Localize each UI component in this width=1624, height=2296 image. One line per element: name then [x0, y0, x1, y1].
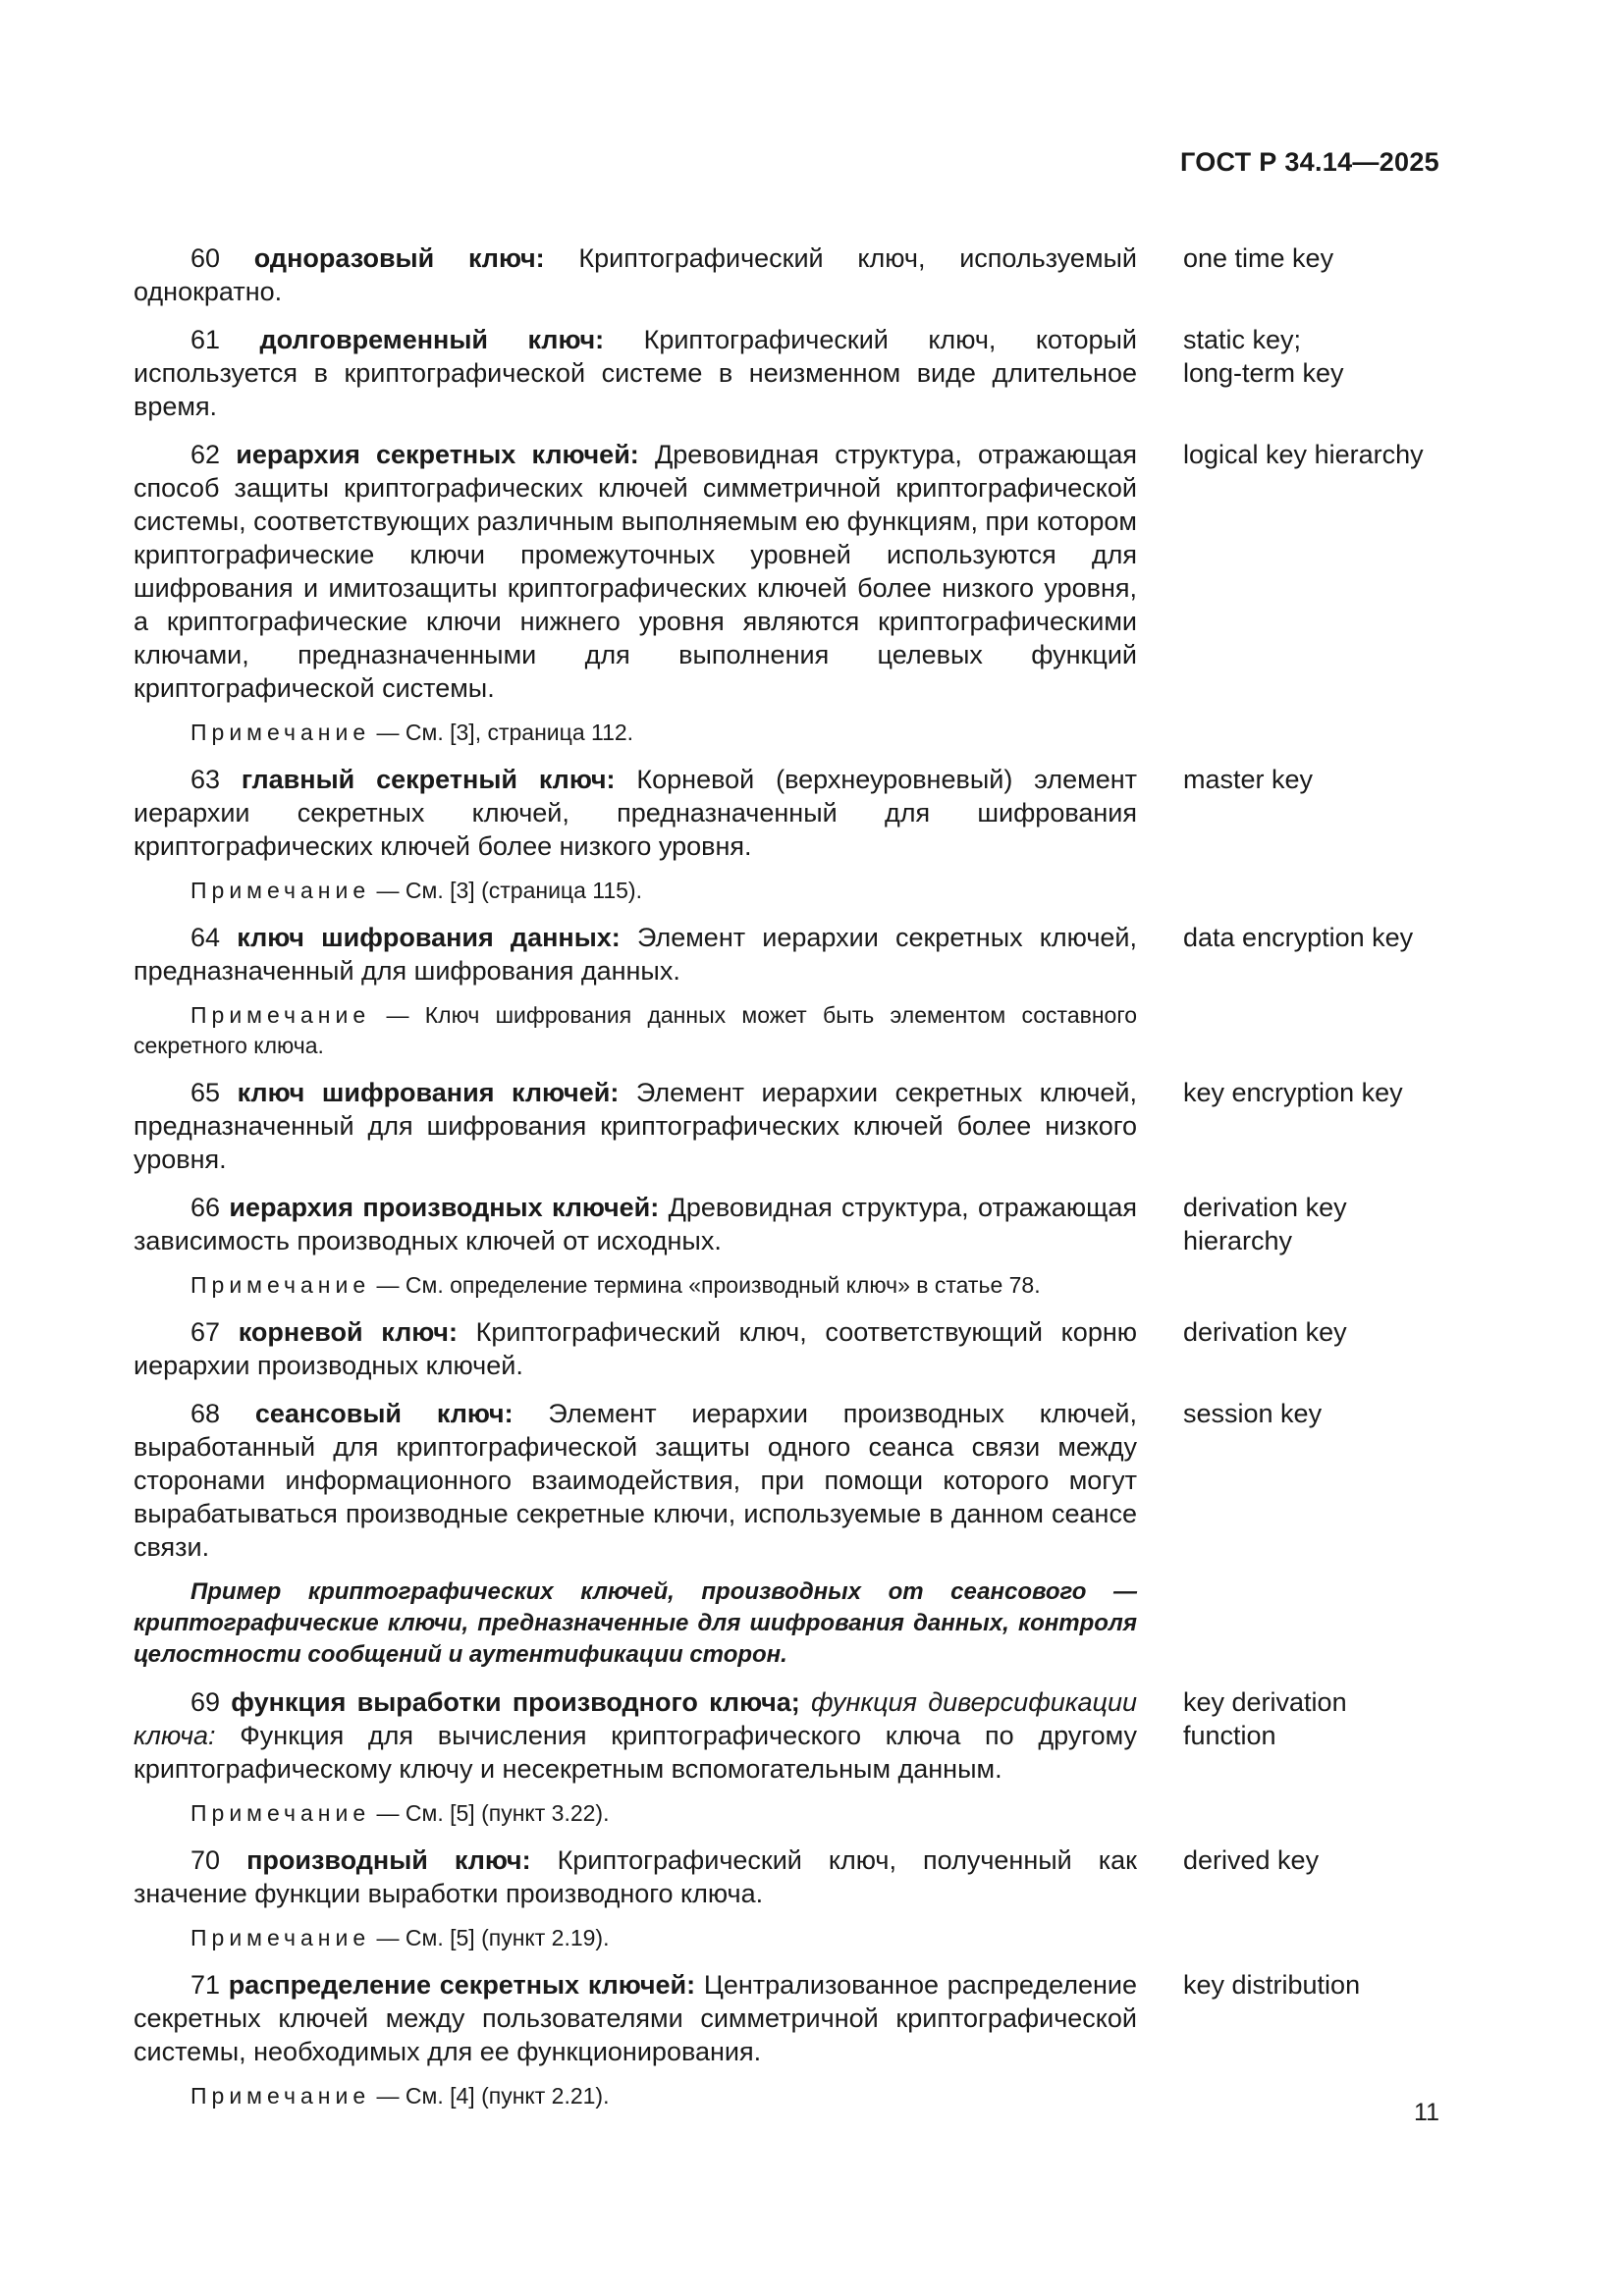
english-term-line-1: static key; [1183, 325, 1302, 354]
term-note [134, 1798, 1137, 1829]
term-definition [134, 438, 1137, 705]
english-term-line-1: master key [1183, 765, 1314, 794]
english-term-line-1: session key [1183, 1399, 1323, 1428]
term-entry-russian [134, 921, 1137, 1061]
term-entry-russian [134, 1968, 1137, 2111]
term-english-equivalent [1183, 921, 1438, 954]
term-entry-russian [134, 1191, 1137, 1301]
term-entry-russian [134, 1685, 1137, 1829]
note-label: Примечание [190, 878, 371, 903]
term-name: функция выработки производного ключа; [231, 1687, 800, 1717]
note-text: — См. [5] (пункт 2.19). [370, 1925, 610, 1950]
term-number: 65 [190, 1078, 221, 1107]
english-term-line-1: key distribution [1183, 1970, 1361, 2000]
term-entry [134, 241, 1439, 308]
term-note [134, 876, 1137, 906]
term-entry-russian [134, 241, 1137, 308]
term-english-equivalent [1183, 1191, 1438, 1257]
term-definition [134, 1397, 1137, 1564]
term-name: корневой ключ: [238, 1317, 458, 1347]
term-number: 66 [190, 1193, 221, 1222]
term-note [134, 1923, 1137, 1953]
term-english-equivalent [1183, 1076, 1438, 1109]
note-label: Примечание [190, 1272, 371, 1298]
term-number: 62 [190, 440, 221, 469]
note-label: Примечание [190, 2083, 371, 2109]
term-number: 60 [190, 243, 221, 273]
english-term-line-1: data encryption key [1183, 923, 1414, 952]
term-definition-text: Криптографический ключ, который используется в криптографической системе в неизменном виде длительное время. [134, 325, 1137, 421]
term-entry [134, 921, 1439, 1061]
term-name: одноразовый ключ: [253, 243, 545, 273]
term-name: долговременный ключ: [259, 325, 605, 354]
term-definition [134, 1191, 1137, 1257]
term-definition-text: Древовидная структура, отражающая зависимость производных ключей от исходных. [134, 1193, 1137, 1255]
term-definition [134, 1843, 1137, 1910]
term-note [134, 2081, 1137, 2111]
term-entry-russian [134, 763, 1137, 906]
terms-list [134, 241, 1439, 2126]
note-text: — См. [4] (пункт 2.21). [370, 2083, 610, 2109]
term-entry [134, 763, 1439, 906]
term-name: иерархия секретных ключей: [236, 440, 639, 469]
term-name: ключ шифрования ключей: [237, 1078, 620, 1107]
term-english-equivalent [1183, 1685, 1438, 1752]
term-definition [134, 1315, 1137, 1382]
term-entry [134, 1076, 1439, 1176]
term-note [134, 718, 1137, 748]
note-text: — См. определение термина «производный ключ» в статье 78. [370, 1272, 1041, 1298]
term-entry [134, 1191, 1439, 1301]
term-entry-russian [134, 1397, 1137, 1671]
term-entry-russian [134, 323, 1137, 423]
term-english-equivalent [1183, 763, 1438, 796]
english-term-line-1: logical key hierarchy [1183, 440, 1424, 469]
term-entry [134, 438, 1439, 748]
term-english-equivalent [1183, 1315, 1438, 1349]
term-definition [134, 1076, 1137, 1176]
term-definition-text: Криптографический ключ, полученный как значение функции выработки производного ключа. [134, 1845, 1137, 1908]
english-term-line-1: derived key [1183, 1845, 1320, 1875]
term-name: сеансовый ключ: [254, 1399, 514, 1428]
term-entry [134, 1397, 1439, 1671]
term-definition-text: Функция для вычисления криптографического ключа по другому криптографическому ключу и несекретным вспомогательным данным. [134, 1721, 1137, 1784]
term-definition [134, 1968, 1137, 2068]
english-term-line-2: long-term key [1183, 358, 1344, 388]
term-definition-text: Централизованное распределение секретных ключей между пользователями симметричной криптографической системы, необходимых для ее функционирования. [134, 1970, 1137, 2066]
term-entry-russian [134, 1843, 1137, 1953]
note-text: — См. [3], страница 112. [370, 720, 634, 745]
note-text: — См. [5] (пункт 3.22). [370, 1800, 610, 1826]
term-name: производный ключ: [246, 1845, 531, 1875]
note-label: Примечание [190, 1925, 371, 1950]
term-english-equivalent [1183, 438, 1438, 471]
term-english-equivalent [1183, 1968, 1438, 2002]
term-entry [134, 1685, 1439, 1829]
term-english-equivalent [1183, 241, 1438, 275]
term-definition-text: Элемент иерархии производных ключей, выработанный для криптографической защиты одного сеанса связи между сторонами информационного взаимодействия, при помощи которого могут вырабатываться производные секретные ключи, используемые в данном сеансе связи. [134, 1399, 1137, 1562]
term-definition-text: Древовидная структура, отражающая способ защиты криптографических ключей симметричной криптографической системы, соответствующих различным выполняемым ею функциям, при котором криптографические ключи промежуточных уровней используются для шифрования и имитозащиты криптографических ключей более низкого уровня, а криптографические ключи нижнего уровня являются криптографическими ключами, предназначенными для выполнения целевых функций криптографической системы. [134, 440, 1137, 703]
english-term-line-1: derivation key [1183, 1317, 1347, 1347]
english-term-line-1: derivation key [1183, 1193, 1347, 1222]
term-number: 64 [190, 923, 221, 952]
english-term-line-1: key derivation [1183, 1687, 1347, 1717]
standard-header: ГОСТ Р 34.14—2025 [1179, 147, 1439, 177]
term-number: 71 [190, 1970, 221, 2000]
term-english-equivalent [1183, 323, 1438, 390]
term-number: 63 [190, 765, 221, 794]
english-term-line-1: key encryption key [1183, 1078, 1403, 1107]
note-label: Примечание [190, 720, 371, 745]
note-label: Примечание [190, 1800, 371, 1826]
term-entry [134, 1315, 1439, 1382]
note-text: — Ключ шифрования данных может быть элементом составного секретного ключа. [134, 1002, 1137, 1058]
english-term-line-2: function [1183, 1721, 1276, 1750]
term-note [134, 1000, 1137, 1061]
term-entry-russian [134, 438, 1137, 748]
term-example: Пример криптографических ключей, производных от сеансового — криптографические ключи, предназначенные для шифрования данных, контроля целостности сообщений и аутентификации сторон. [134, 1578, 1137, 1668]
term-definition [134, 241, 1137, 308]
note-text: — См. [3] (страница 115). [370, 878, 642, 903]
term-entry-russian [134, 1315, 1137, 1382]
term-english-equivalent [1183, 1843, 1438, 1877]
term-entry [134, 323, 1439, 423]
term-name: ключ шифрования данных: [237, 923, 621, 952]
english-term-line-2: hierarchy [1183, 1226, 1293, 1255]
term-definition-text: Корневой (верхнеуровневый) элемент иерархии секретных ключей, предназначенный для шифрования криптографических ключей более низкого уровня. [134, 765, 1137, 861]
note-label: Примечание [190, 1002, 371, 1028]
term-number: 69 [190, 1687, 221, 1717]
term-definition [134, 763, 1137, 863]
term-definition-text: Элемент иерархии секретных ключей, предназначенный для шифрования данных. [134, 923, 1137, 986]
term-number: 68 [190, 1399, 221, 1428]
term-definition-text: Криптографический ключ, используемый однократно. [134, 243, 1137, 306]
term-definition [134, 323, 1137, 423]
term-definition-text: Криптографический ключ, соответствующий корню иерархии производных ключей. [134, 1317, 1137, 1380]
term-name: распределение секретных ключей: [228, 1970, 696, 2000]
term-name: главный секретный ключ: [241, 765, 616, 794]
english-term-line-1: one time key [1183, 243, 1334, 273]
term-synonym: функция диверсификации ключа: [134, 1687, 1137, 1750]
term-entry-russian [134, 1076, 1137, 1176]
term-name: иерархия производных ключей: [229, 1193, 660, 1222]
term-definition [134, 1685, 1137, 1786]
term-definition [134, 921, 1137, 988]
term-entry [134, 1843, 1439, 1953]
term-definition-text: Элемент иерархии секретных ключей, предназначенный для шифрования криптографических ключей более низкого уровня. [134, 1078, 1137, 1174]
term-number: 67 [190, 1317, 221, 1347]
term-number: 70 [190, 1845, 221, 1875]
term-english-equivalent [1183, 1397, 1438, 1430]
page-number: 11 [1414, 2099, 1439, 2126]
term-entry [134, 1968, 1439, 2111]
term-note [134, 1270, 1137, 1301]
term-number: 61 [190, 325, 221, 354]
